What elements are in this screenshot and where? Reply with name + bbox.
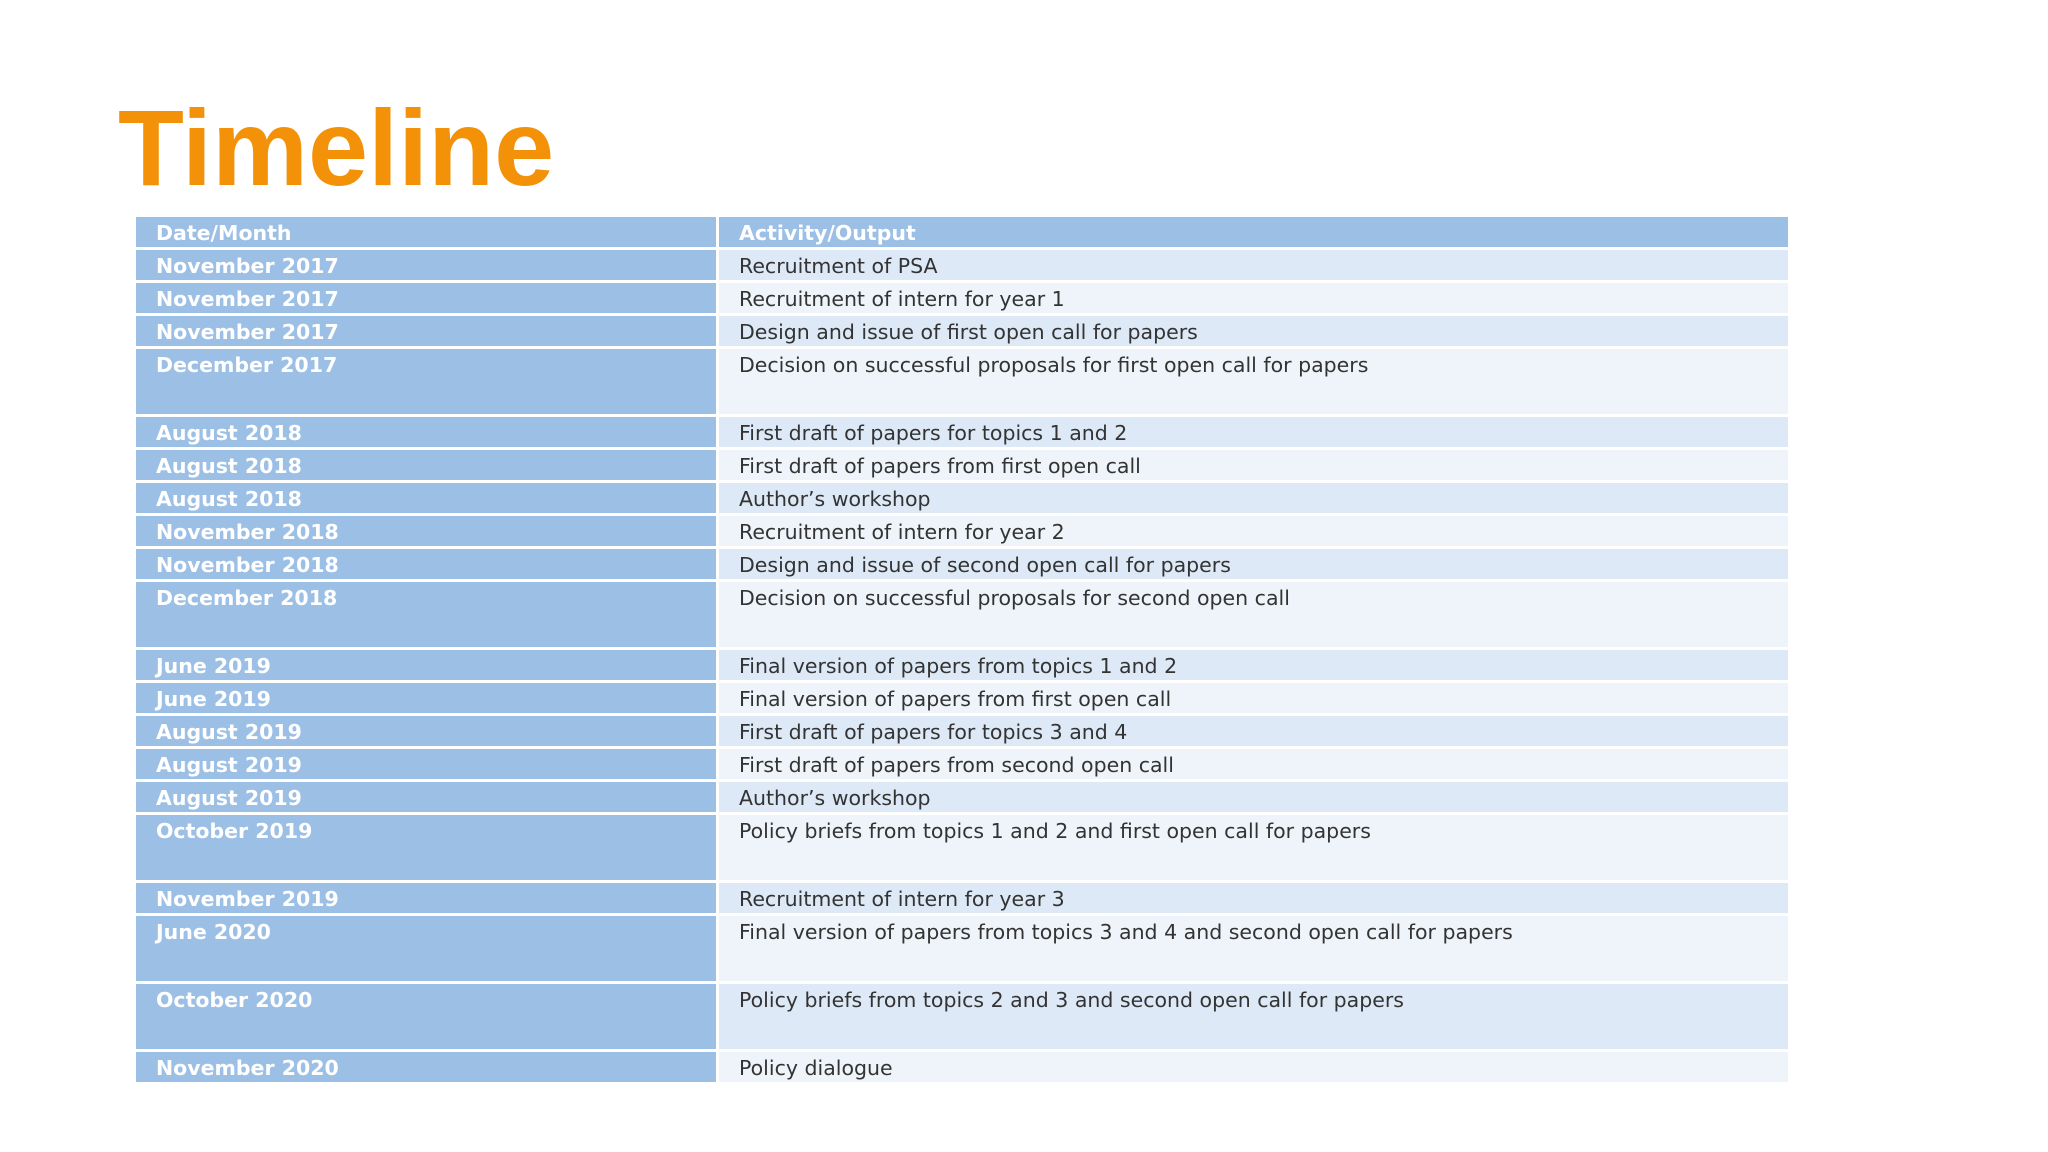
activity-cell: Recruitment of intern for year 3 [719, 883, 1788, 913]
date-cell: August 2019 [136, 749, 716, 779]
date-cell: December 2017 [136, 349, 716, 414]
date-cell: December 2018 [136, 582, 716, 647]
header-date-month: Date/Month [136, 217, 716, 247]
date-cell: October 2019 [136, 815, 716, 880]
date-cell: June 2019 [136, 650, 716, 680]
date-cell: August 2019 [136, 782, 716, 812]
timeline-table [136, 217, 1788, 1082]
date-cell: November 2017 [136, 316, 716, 346]
date-cell: November 2019 [136, 883, 716, 913]
date-cell: August 2019 [136, 716, 716, 746]
activity-cell: Policy briefs from topics 1 and 2 and first open call for papers [719, 815, 1788, 880]
date-cell: October 2020 [136, 984, 716, 1049]
activity-cell: Policy briefs from topics 2 and 3 and second open call for papers [719, 984, 1788, 1049]
activity-cell: Decision on successful proposals for first open call for papers [719, 349, 1788, 414]
activity-cell: Final version of papers from first open call [719, 683, 1788, 713]
date-cell: November 2018 [136, 549, 716, 579]
activity-cell: First draft of papers from second open call [719, 749, 1788, 779]
activity-cell: Final version of papers from topics 1 and 2 [719, 650, 1788, 680]
activity-cell: Design and issue of first open call for papers [719, 316, 1788, 346]
activity-cell: Author’s workshop [719, 782, 1788, 812]
activity-cell: Author’s workshop [719, 483, 1788, 513]
activity-cell: First draft of papers for topics 1 and 2 [719, 417, 1788, 447]
date-cell: November 2020 [136, 1052, 716, 1082]
activity-cell: Recruitment of intern for year 1 [719, 283, 1788, 313]
activity-cell: Design and issue of second open call for papers [719, 549, 1788, 579]
date-cell: November 2017 [136, 250, 716, 280]
date-cell: June 2020 [136, 916, 716, 981]
date-cell: August 2018 [136, 483, 716, 513]
activity-cell: Recruitment of intern for year 2 [719, 516, 1788, 546]
activity-cell: Final version of papers from topics 3 and 4 and second open call for papers [719, 916, 1788, 981]
activity-cell: Decision on successful proposals for second open call [719, 582, 1788, 647]
activity-cell: Policy dialogue [719, 1052, 1788, 1082]
activity-cell: First draft of papers from first open call [719, 450, 1788, 480]
slide-title: Timeline [118, 87, 555, 208]
date-cell: November 2017 [136, 283, 716, 313]
header-activity-output: Activity/Output [719, 217, 1788, 247]
date-cell: November 2018 [136, 516, 716, 546]
date-cell: June 2019 [136, 683, 716, 713]
activity-cell: Recruitment of PSA [719, 250, 1788, 280]
activity-cell: First draft of papers for topics 3 and 4 [719, 716, 1788, 746]
date-cell: August 2018 [136, 417, 716, 447]
date-cell: August 2018 [136, 450, 716, 480]
